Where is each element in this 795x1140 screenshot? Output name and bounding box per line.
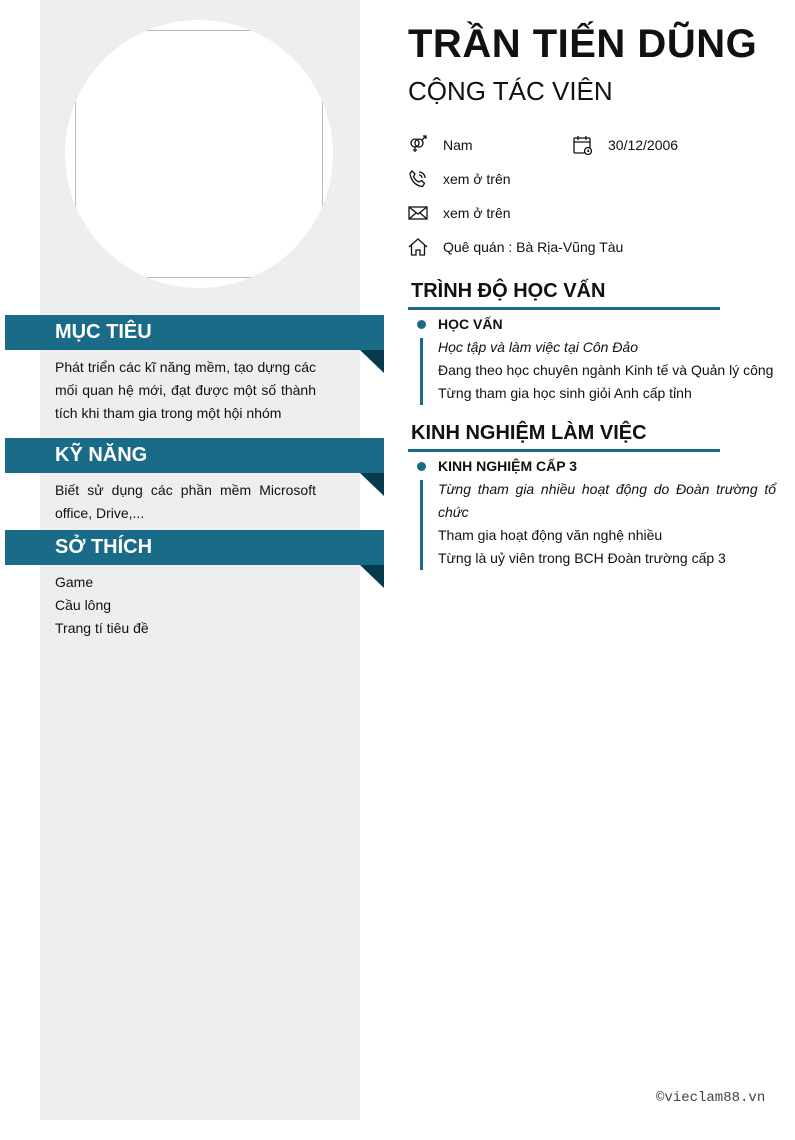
divider: [408, 307, 720, 310]
banner-fold: [360, 565, 384, 588]
phone-row: [408, 169, 511, 189]
watermark: ©vieclam88.vn: [656, 1090, 766, 1106]
education-entry: [438, 313, 776, 405]
experience-heading: KINH NGHIỆM LÀM VIỆC: [411, 422, 647, 444]
calendar-icon: [573, 135, 593, 155]
hobbies-list: [55, 571, 316, 640]
hometown-value: Quê quán : Bà Rịa-Vũng Tàu: [443, 239, 624, 255]
divider: [408, 449, 720, 452]
full-name: TRẦN TIẾN DŨNG: [408, 22, 758, 66]
phone-icon: [408, 169, 428, 189]
hobbies-heading: SỞ THÍCH: [5, 530, 384, 565]
entry-subtitle: Học tập và làm việc tại Côn Đảo: [438, 339, 638, 355]
entry-line: Tham gia hoạt động văn nghệ nhiều: [438, 527, 663, 543]
bullet-icon: [417, 320, 426, 329]
banner-fold: [360, 473, 384, 496]
avatar[interactable]: [65, 20, 333, 288]
birthday-value: 30/12/2006: [608, 137, 679, 153]
email-icon: [408, 203, 428, 223]
skills-heading: KỸ NĂNG: [5, 438, 384, 473]
email-value: xem ở trên: [443, 205, 511, 221]
entry-subtitle: Từng tham gia nhiều hoạt động do Đoàn trường tổ chức: [438, 481, 776, 520]
hobby-item: Cầu lông: [55, 597, 112, 613]
banner-fold: [360, 350, 384, 373]
gender-row: [408, 135, 473, 155]
timeline-bar: [420, 480, 423, 570]
gender-value: Nam: [443, 137, 473, 153]
objective-text: Phát triển các kĩ năng mềm, tạo dựng các mối quan hệ mới, đạt được một số thành tích khi tham gia trong một hội nhóm: [55, 359, 316, 421]
objective-heading: MỤC TIÊU: [5, 315, 384, 350]
email-row: [408, 203, 511, 223]
education-heading: TRÌNH ĐỘ HỌC VẤN: [411, 280, 606, 302]
birthday-row: [573, 135, 678, 155]
home-icon: [408, 237, 428, 257]
phone-value: xem ở trên: [443, 171, 511, 187]
entry-title: HỌC VẤN: [438, 316, 503, 332]
photo-frame: [75, 30, 323, 278]
hometown-row: [408, 237, 623, 257]
entry-line: Từng là uỷ viên trong BCH Đoàn trường cấp 3: [438, 550, 726, 566]
entry-line: Đang theo học chuyên ngành Kinh tế và Quản lý công: [438, 362, 774, 378]
hobby-item: Trang tí tiêu đề: [55, 620, 149, 636]
hobby-item: Game: [55, 574, 94, 590]
bullet-icon: [417, 462, 426, 471]
skills-text: Biết sử dụng các phần mềm Microsoft office, Drive,...: [55, 482, 316, 521]
experience-entry: [438, 455, 776, 570]
timeline-bar: [420, 338, 423, 405]
job-title: CỘNG TÁC VIÊN: [408, 76, 613, 106]
entry-line: Từng tham gia học sinh giỏi Anh cấp tỉnh: [438, 385, 692, 401]
gender-icon: [408, 135, 428, 155]
entry-title: KINH NGHIỆM CẤP 3: [438, 458, 577, 474]
